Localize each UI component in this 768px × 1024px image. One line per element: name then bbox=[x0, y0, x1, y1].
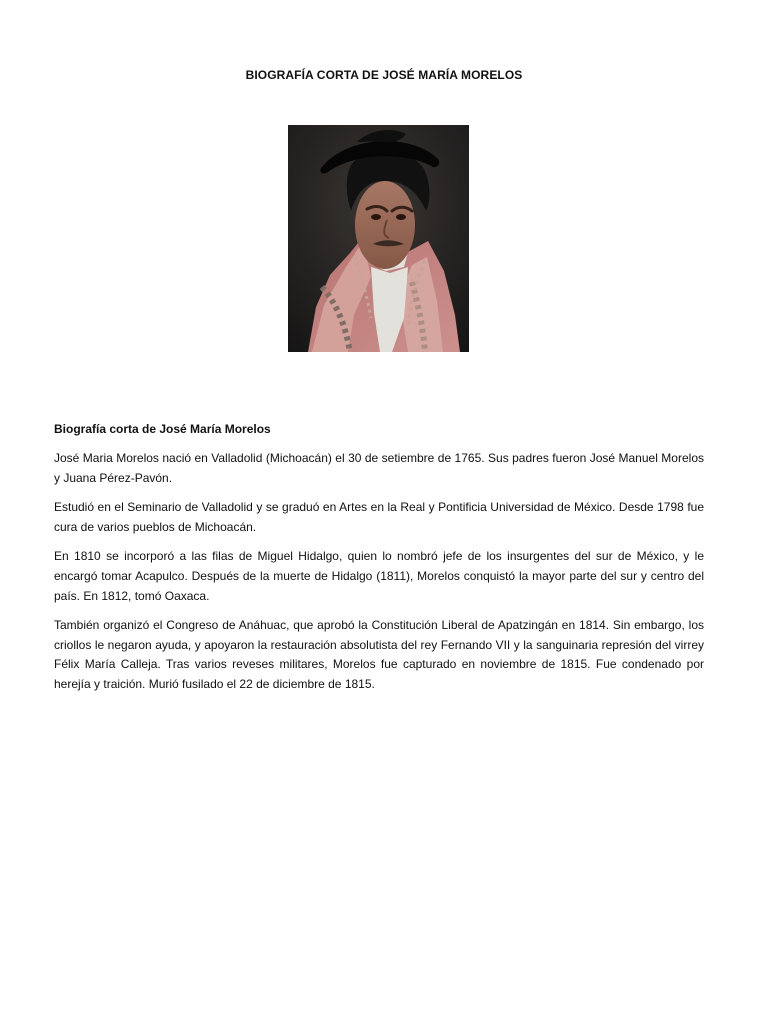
section-heading: Biografía corta de José María Morelos bbox=[54, 422, 271, 436]
portrait-icon bbox=[288, 125, 469, 352]
portrait-image bbox=[288, 125, 469, 352]
biography-paragraph: José Maria Morelos nació en Valladolid (Michoacán) el 30 de setiembre de 1765. Sus padres fueron José Manuel Morelos y Juana Pérez-Pavón. bbox=[54, 451, 704, 485]
biography-paragraph: También organizó el Congreso de Anáhuac, que aprobó la Constitución Liberal de Apatzingán en 1814. Sin embargo, los criollos le negaron ayuda, y apoyaron la restauración absolutista del rey Fernando VII y la sanguinaria represión del virrey Félix María Calleja. Tras varios reveses militares, Morelos fue capturado en noviembre de 1815. Fue condenado por herejía y traición. Murió fusilado el 22 de diciembre de 1815. bbox=[54, 618, 704, 691]
biography-paragraph: Estudió en el Seminario de Valladolid y se graduó en Artes en la Real y Pontificia Universidad de México. Desde 1798 fue cura de varios pueblos de Michoacán. bbox=[54, 500, 704, 534]
biography-content bbox=[54, 420, 704, 705]
biography-paragraph: En 1810 se incorporó a las filas de Miguel Hidalgo, quien lo nombró jefe de los insurgentes del sur de México, y le encargó tomar Acapulco. Después de la muerte de Hidalgo (1811), Morelos conquistó la mayor parte del sur y centro del país. En 1812, tomó Oaxaca. bbox=[54, 549, 704, 603]
document-title: BIOGRAFÍA CORTA DE JOSÉ MARÍA MORELOS bbox=[245, 68, 523, 82]
